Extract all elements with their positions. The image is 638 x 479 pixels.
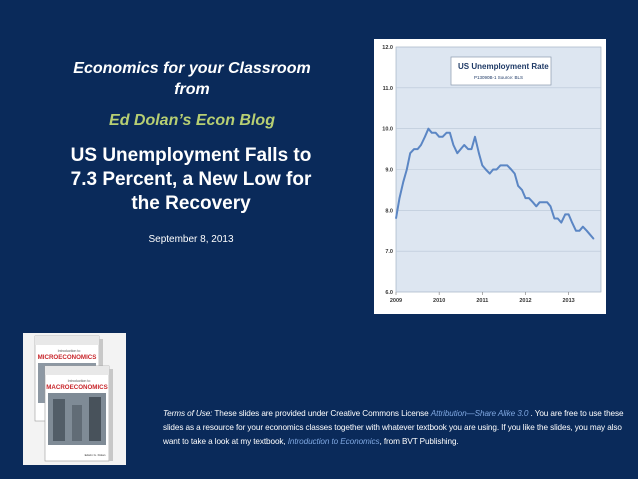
textbook-link[interactable]: Introduction to Economics [287,437,380,446]
data-point [489,173,490,174]
data-point [525,197,526,198]
data-point [496,169,497,170]
textbook-covers-image [23,333,126,465]
data-point [590,234,591,235]
x-tick-label: 2013 [562,298,575,304]
data-point [557,218,558,219]
data-point [546,202,547,203]
data-point [511,169,512,170]
data-point [565,214,566,215]
data-point [514,173,515,174]
data-point [420,144,421,145]
data-point [460,148,461,149]
data-point [532,202,533,203]
terms-of-use [163,407,628,449]
chart-subtitle: P13090B-1 Source: BLS [474,75,524,80]
data-point [414,148,415,149]
data-point [478,153,479,154]
data-point [424,136,425,137]
micro-book-title: MICROECONOMICS [37,354,97,361]
terms-text-1: These slides are provided under Creative Commons License [212,409,431,418]
header-line-2: from [174,81,210,98]
header-line-1: Economics for your Classroom [73,60,311,77]
data-point [593,238,594,239]
data-point [453,144,454,145]
data-point [554,218,555,219]
data-point [536,206,537,207]
data-point [485,169,486,170]
x-tick-label: 2010 [433,298,446,304]
y-tick-label: 11.0 [382,85,393,92]
data-point [579,230,580,231]
data-point [571,222,572,223]
x-tick-label: 2009 [389,298,403,304]
unemployment-chart [374,39,606,314]
header-blog-name: Ed Dolan’s Econ Blog [109,112,275,129]
license-link[interactable]: Attribution—Share Alike 3.0 [430,409,529,418]
book-author: Edwin G. Dolan [84,453,106,457]
data-point [442,136,443,137]
terms-text-3: , from BVT Publishing. [379,437,459,446]
chart-title: US Unemployment Rate [458,62,549,71]
data-point [439,136,440,137]
macro-book-title: MACROECONOMICS [46,384,108,391]
data-point [550,206,551,207]
data-point [399,197,400,198]
micro-book-top: Introduction to [57,349,81,353]
chart-svg [374,39,606,314]
data-point [507,165,508,166]
data-point [586,230,587,231]
data-point [528,197,529,198]
data-point [464,144,465,145]
data-point [410,153,411,154]
data-point [561,222,562,223]
data-point [449,132,450,133]
y-tick-label: 7.0 [385,249,393,256]
data-point [575,230,576,231]
data-point [428,128,429,129]
data-point [395,218,396,219]
data-point [417,148,418,149]
data-point [500,165,501,166]
x-tick-label: 2012 [519,298,532,304]
y-tick-label: 12.0 [382,45,393,51]
data-point [446,132,447,133]
y-tick-label: 10.0 [382,126,393,133]
title-line-1: US Unemployment Falls to [70,145,312,166]
x-tick-label: 2011 [476,298,489,304]
y-tick-label: 9.0 [385,167,393,174]
macro-book-cover [45,366,113,461]
data-point [582,226,583,227]
data-point [457,153,458,154]
data-point [435,132,436,133]
y-tick-label: 6.0 [385,290,393,296]
macro-book-top: Introduction to [67,379,91,383]
data-point [543,202,544,203]
y-tick-label: 8.0 [385,208,393,215]
data-point [482,165,483,166]
data-point [471,148,472,149]
data-point [403,181,404,182]
data-point [474,136,475,137]
terms-text-2: . You are free to use these slides as a resource for your economics classes together with whatever textbook you are using. If you like the slides, you may also want to take a look at my textbook, [163,409,624,446]
data-point [406,169,407,170]
title-line-2: 7.3 Percent, a New Low for [70,169,312,190]
slide-title [50,144,332,216]
data-point [431,132,432,133]
data-point [521,189,522,190]
data-point [493,169,494,170]
data-point [467,148,468,149]
data-point [568,214,569,215]
data-point [539,202,540,203]
data-point [518,185,519,186]
title-line-3: the Recovery [131,193,251,214]
data-point [503,165,504,166]
terms-label: Terms of Use: [163,409,213,418]
slide-date: September 8, 2013 [148,234,234,245]
